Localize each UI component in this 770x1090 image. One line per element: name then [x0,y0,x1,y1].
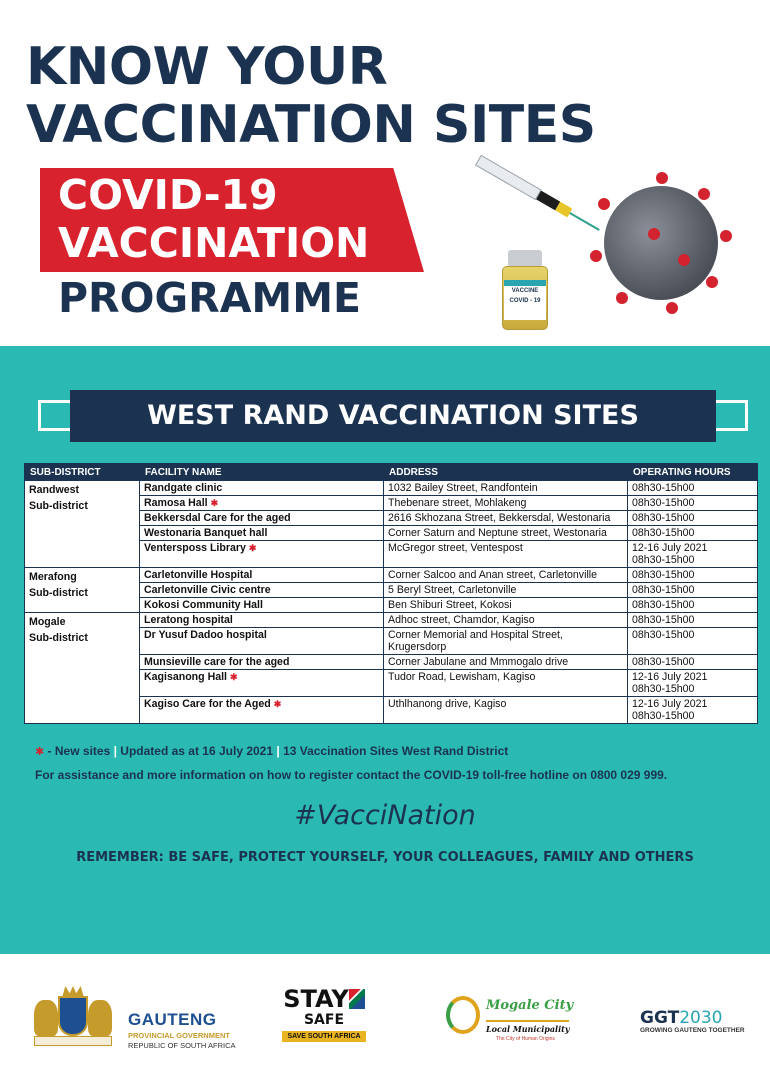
facility-name-cell [140,541,384,568]
facility-name: Carletonville Civic centre [144,584,271,596]
column-header: OPERATING HOURS [628,464,758,481]
mogale-city-logo [446,994,576,1050]
address-cell: Corner Jabulane and Mmmogalo drive [384,655,628,670]
facility-name-cell [140,568,384,583]
assistance-text: For assistance and more information on how to register contact the COVID-19 toll-free hotline on 0800 029 999. [35,768,668,782]
table-body [25,481,758,724]
stay-text: STAY [283,985,349,1013]
gauteng-subtitle: PROVINCIAL GOVERNMENT [128,1031,230,1040]
table-row [25,481,758,496]
vaccine-vial-illustration [500,250,550,330]
programme-title-red [58,171,369,267]
new-site-marker: ✱ [248,543,257,553]
facility-name: Ventersposs Library [144,542,246,554]
operating-hours-cell: 12-16 July 2021 08h30-15h00 [628,670,758,697]
operating-hours-cell: 08h30-15h00 [628,481,758,496]
mogale-municipality: Local Municipality [486,1020,569,1034]
operating-hours-cell: 08h30-15h00 [628,568,758,583]
facility-name: Westonaria Banquet hall [144,527,268,539]
address-cell: 5 Beryl Street, Carletonville [384,583,628,598]
facility-name-cell [140,628,384,655]
vial-label-text: COVID - 19 [509,298,541,304]
facility-name-cell [140,526,384,541]
gauteng-name: GAUTENG [128,1010,217,1029]
logo-strip [0,954,770,1090]
syringe-illustration [473,151,604,238]
facility-name: Dr Yusuf Dadoo hospital [144,629,267,641]
remember-message: REMEMBER: BE SAFE, PROTECT YOURSELF, YOUR COLLEAGUES, FAMILY AND OTHERS [76,850,694,865]
facility-name: Kokosi Community Hall [144,599,263,611]
operating-hours-cell: 08h30-15h00 [628,598,758,613]
facility-name-cell [140,496,384,511]
sub-district-cell: Randwest Sub-district [25,481,140,568]
ggt-year: 2030 [679,1008,723,1028]
table-row [25,613,758,628]
new-site-marker: ✱ [210,498,219,508]
programme-line-2: VACCINATION [58,219,370,267]
sub-district-cell: Mogale Sub-district [25,613,140,724]
footnote-new-sites: - New sites [44,744,111,758]
footnote-separator: | [273,744,284,758]
facility-name-cell [140,481,384,496]
facility-name: Randgate clinic [144,482,223,494]
safe-text: SAFE [303,1012,345,1028]
new-site-marker: ✱ [230,672,238,682]
programme-line-3: PROGRAMME [58,274,362,322]
operating-hours-cell: 08h30-15h00 [628,511,758,526]
facility-name-cell [140,511,384,526]
operating-hours-cell: 12-16 July 2021 08h30-15h00 [628,541,758,568]
ggt2030-logo [640,1009,750,1034]
ggt-tagline: GROWING GAUTENG TOGETHER [640,1027,745,1034]
sa-flag-icon [349,989,365,1009]
headline-line-1: KNOW YOUR [26,37,388,97]
vaccination-sites-table [24,463,758,724]
footnote-separator: | [110,744,121,758]
operating-hours-cell: 08h30-15h00 [628,628,758,655]
ggt-letters: GGT [640,1008,680,1028]
address-cell: 1032 Bailey Street, Randfontein [384,481,628,496]
address-cell: Corner Saturn and Neptune street, Westonaria [384,526,628,541]
operating-hours-cell: 08h30-15h00 [628,613,758,628]
column-header: SUB-DISTRICT [25,464,140,481]
address-cell: Thebenare street, Mohlakeng [384,496,628,511]
coat-of-arms-logo [28,986,118,1050]
operating-hours-cell: 08h30-15h00 [628,496,758,511]
hashtag: #VacciNation [294,800,476,831]
facility-name-cell [140,655,384,670]
table-header-row [25,464,758,481]
facility-name-cell [140,697,384,724]
facility-name-cell [140,598,384,613]
footnote-updated: Updated as at 16 July 2021 [120,744,274,758]
facility-name: Munsieville care for the aged [144,656,290,668]
stay-safe-logo [282,986,366,1052]
address-cell: Uthlhanong drive, Kagiso [384,697,628,724]
facility-name: Kagiso Care for the Aged [144,698,271,710]
save-sa-tag: SAVE SOUTH AFRICA [282,1031,366,1042]
virus-illustration [586,168,736,318]
operating-hours-cell: 08h30-15h00 [628,583,758,598]
address-cell: Corner Salcoo and Anan street, Carletonville [384,568,628,583]
gauteng-country: REPUBLIC OF SOUTH AFRICA [128,1041,236,1050]
column-header: FACILITY NAME [140,464,384,481]
mogale-emblem-icon [446,996,480,1034]
gauteng-logo [128,1010,236,1050]
facility-name: Carletonville Hospital [144,569,253,581]
table-row [25,568,758,583]
address-cell: Corner Memorial and Hospital Street, Krugersdorp [384,628,628,655]
operating-hours-cell: 08h30-15h00 [628,655,758,670]
address-cell: 2616 Skhozana Street, Bekkersdal, Westonaria [384,511,628,526]
mogale-tagline: The City of Human Origins [496,1036,555,1042]
new-site-marker: ✱ [273,699,282,709]
mogale-name: Mogale City [486,998,574,1013]
operating-hours-cell: 08h30-15h00 [628,526,758,541]
address-cell: Ben Shiburi Street, Kokosi [384,598,628,613]
column-header: ADDRESS [384,464,628,481]
vial-label-title: VACCINE [511,288,539,294]
new-site-marker: ✱ [35,746,45,758]
facility-name-cell [140,583,384,598]
headline-line-2: VACCINATION SITES [26,95,596,155]
facility-name: Bekkersdal Care for the aged [144,512,291,524]
sub-district-cell: Merafong Sub-district [25,568,140,613]
facility-name: Kagisanong Hall [144,671,227,683]
address-cell: Adhoc street, Chamdor, Kagiso [384,613,628,628]
page-headline [26,38,596,154]
section-banner: WEST RAND VACCINATION SITES [70,390,716,442]
programme-line-1: COVID-19 [58,171,278,219]
facility-name: Leratong hospital [144,614,233,626]
facility-name-cell [140,613,384,628]
facility-name-cell [140,670,384,697]
hero-header [0,0,770,346]
address-cell: McGregor street, Ventespost [384,541,628,568]
footnote [35,744,508,758]
address-cell: Tudor Road, Lewisham, Kagiso [384,670,628,697]
facility-name: Ramosa Hall [144,497,208,509]
operating-hours-cell: 12-16 July 2021 08h30-15h00 [628,697,758,724]
footnote-site-count: 13 Vaccination Sites West Rand District [283,744,509,758]
